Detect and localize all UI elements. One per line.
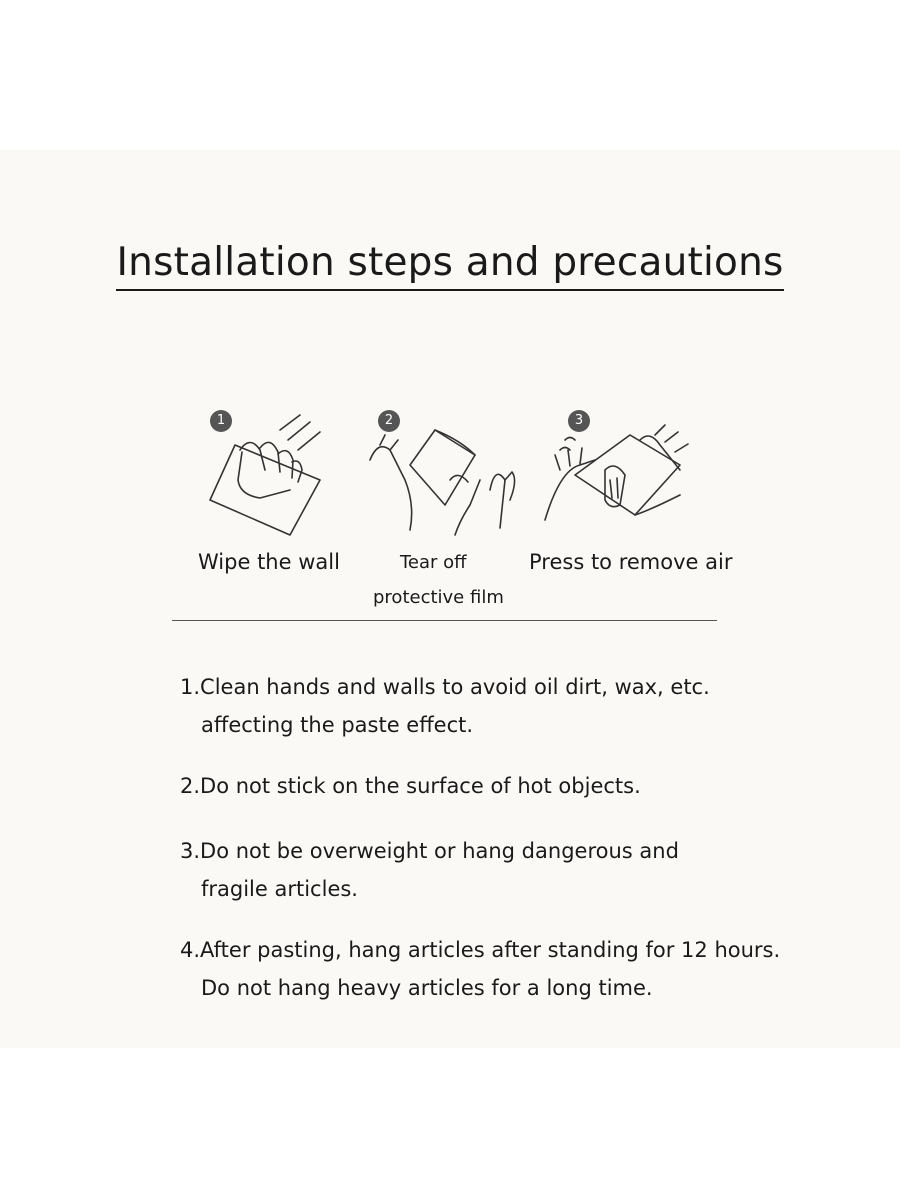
step-number-badge: 1 <box>210 410 232 432</box>
precaution-item-2 <box>180 767 641 805</box>
precaution-text: 4.After pasting, hang articles after standing for 12 hours. <box>180 938 781 962</box>
section-divider <box>172 620 717 621</box>
precaution-text-continued: fragile articles. <box>201 877 358 901</box>
step-1-caption: Wipe the wall <box>198 550 340 574</box>
press-air-icon <box>520 410 720 540</box>
precaution-item-1 <box>180 668 710 744</box>
precaution-text: 1.Clean hands and walls to avoid oil dirt, wax, etc. <box>180 675 710 699</box>
precaution-text-continued: Do not hang heavy articles for a long time. <box>201 976 653 1000</box>
step-number-badge: 3 <box>568 410 590 432</box>
precaution-item-3 <box>180 832 679 908</box>
title-text: Installation steps and precautions <box>116 240 783 291</box>
step-3-caption: Press to remove air <box>529 550 733 574</box>
step-2-caption-line1: Tear off <box>400 552 467 573</box>
precaution-text: 2.Do not stick on the surface of hot objects. <box>180 774 641 798</box>
precaution-text-continued: affecting the paste effect. <box>201 713 474 737</box>
step-3 <box>520 410 720 540</box>
page-title <box>0 240 900 285</box>
step-2-caption-line2: protective film <box>373 587 504 608</box>
precaution-text: 3.Do not be overweight or hang dangerous and <box>180 839 679 863</box>
precaution-item-4 <box>180 931 780 1007</box>
step-number-badge: 2 <box>378 410 400 432</box>
